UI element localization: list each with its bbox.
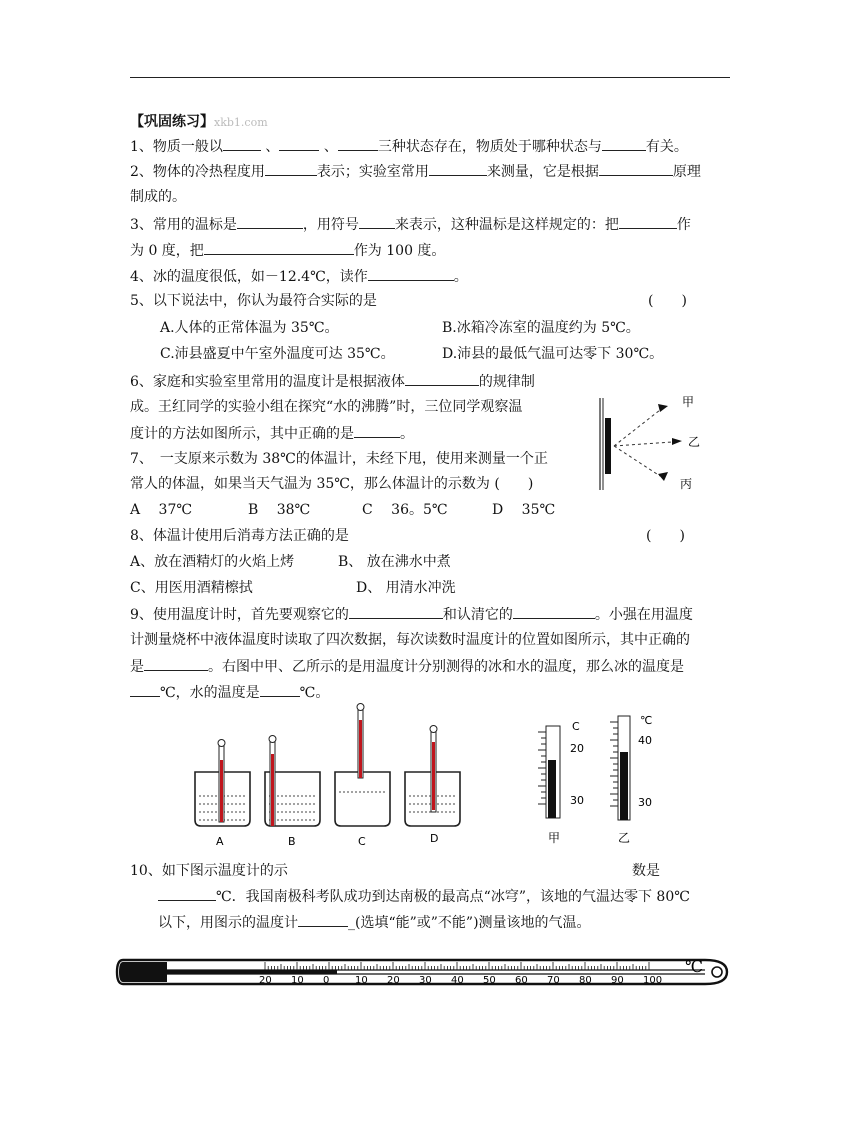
scale-label: 60 — [515, 975, 528, 986]
q10-cont2 — [158, 912, 730, 933]
tick-yi-bottom: 30 — [638, 796, 652, 809]
q7-cont: 常人的体温，如果当天气温为 35℃，那么体温计的示数为 ( ) — [130, 476, 534, 492]
blank — [237, 214, 303, 229]
option-a: A 37℃ — [130, 502, 193, 518]
blank — [298, 912, 348, 927]
tick-yi-top: 40 — [638, 734, 652, 747]
answer-paren: ( ) — [646, 528, 685, 544]
scale-label: 30 — [419, 975, 432, 986]
beaker-d — [405, 726, 460, 846]
q5-stem: 5、以下说法中，你认为最符合实际的是 — [130, 293, 377, 309]
blank — [223, 136, 261, 151]
q5-options-row1 — [160, 318, 760, 338]
q10-text: 10、如下图示温度计的示 — [130, 863, 288, 879]
blank — [144, 656, 208, 671]
question-10 — [130, 861, 730, 881]
blank — [602, 136, 646, 151]
option-b: B.冰箱冷冻室的温度约为 5℃。 — [442, 320, 640, 336]
scale-label: 100 — [643, 975, 663, 986]
tick-jia-top: 20 — [570, 742, 584, 755]
blank — [260, 682, 300, 697]
label-bing: 丙 — [680, 477, 693, 491]
option-c: C 36。5℃ — [362, 502, 448, 518]
q2-text: 2、物体的冷热程度用 — [130, 164, 265, 180]
q8-stem: 8、体温计使用后消毒方法正确的是 — [130, 528, 349, 544]
blank — [338, 136, 378, 151]
option-c: C、用医用酒精檫拭 — [130, 580, 253, 596]
liquid-column — [167, 970, 337, 974]
q1-text: 有关。 — [645, 139, 688, 155]
blank — [429, 161, 487, 176]
unit-label: ℃ — [685, 957, 703, 976]
q2-text: 原理 — [672, 164, 701, 180]
q9-cont3 — [130, 682, 730, 703]
blank — [204, 240, 354, 255]
thermometer-bulb — [119, 962, 167, 982]
blank — [279, 136, 319, 151]
q8-options-row1 — [130, 552, 730, 572]
label-d: D — [430, 832, 439, 845]
option-a: A.人体的正常体温为 35℃。 — [160, 320, 339, 336]
beaker-b — [265, 736, 320, 849]
q3-text: 作 — [676, 217, 691, 233]
q9-text: 。小强在用温度 — [594, 607, 693, 623]
scale-label: 90 — [611, 975, 624, 986]
scale-label: 20 — [259, 975, 272, 986]
section-title: 【巩固练习】 — [130, 114, 214, 130]
watermark: xkb1.com — [214, 116, 268, 129]
scale-label: 80 — [579, 975, 592, 986]
question-3 — [130, 214, 730, 235]
eye-icon — [658, 404, 668, 412]
label-jia: 甲 — [682, 395, 695, 409]
q7-options — [130, 500, 730, 520]
question-4 — [130, 266, 730, 287]
q3-text: 3、常用的温标是 — [130, 217, 237, 233]
q10-text: 以下，用图示的温度计 — [158, 915, 298, 931]
q3-text: 为 0 度，把 — [130, 243, 204, 259]
long-thermometer — [115, 950, 735, 995]
scale-label: 20 — [387, 975, 400, 986]
beaker-a — [195, 740, 250, 849]
label-b: B — [288, 835, 296, 848]
q6-text: 。 — [400, 426, 414, 442]
question-9 — [130, 604, 730, 625]
option-d: D、 用清水冲洗 — [356, 580, 456, 596]
label-yi: 乙 — [618, 831, 631, 845]
q3-text: 来表示，这种温标是这样规定的：把 — [394, 217, 619, 233]
question-2-cont: 制成的。 — [130, 189, 186, 205]
scale-label: 10 — [291, 975, 304, 986]
q10-text: 数是 — [632, 863, 660, 879]
q9-text: 9、使用温度计时，首先要观察它的 — [130, 607, 349, 623]
label-a: A — [216, 835, 224, 848]
tick-jia-bottom: 30 — [570, 794, 584, 807]
q3-text: 作为 100 度。 — [353, 243, 446, 259]
answer-paren: ( ) — [648, 293, 687, 309]
q10-text: ℃．我国南极科考队成功到达南极的最高点“冰穹”，该地的气温达零下 80℃ — [216, 889, 690, 905]
beaker-figure — [190, 702, 470, 852]
q8-options-row2 — [130, 578, 730, 598]
header-rule — [130, 77, 730, 78]
question-2 — [130, 161, 730, 182]
blank — [158, 886, 216, 901]
q3-text: ，用符号 — [302, 217, 359, 233]
q4-text: 4、冰的温度很低，如－12.4℃，读作 — [130, 269, 368, 285]
question-5 — [130, 291, 730, 311]
q10-cont — [158, 886, 730, 907]
q9-text: 是 — [130, 659, 144, 675]
option-d: D.沛县的最低气温可达零下 30℃。 — [442, 346, 664, 362]
question-8 — [130, 526, 730, 546]
section-heading — [130, 112, 730, 133]
blank — [349, 604, 443, 619]
q1-text: 、 — [323, 139, 338, 155]
q1-text: 三种状态存在，物质处于哪种状态与 — [377, 139, 602, 155]
scale-label: 10 — [355, 975, 368, 986]
q9-text: 。右图中甲、乙所示的是用温度计分别测得的冰和水的温度，那么冰的温度是 — [208, 659, 684, 675]
beaker-c — [335, 704, 390, 849]
option-c: C.沛县盛夏中午室外温度可达 35℃。 — [160, 346, 395, 362]
q5-options-row2 — [160, 344, 760, 364]
scale-label: 40 — [451, 975, 464, 986]
blank — [359, 214, 395, 229]
question-7: 7、 一支原来示数为 38℃的体温计，未经下甩，使用来测量一个正 — [130, 451, 548, 467]
blank — [513, 604, 595, 619]
option-b: B、 放在沸水中煮 — [338, 554, 451, 570]
option-a: A、放在酒精灯的火焰上烤 — [130, 554, 295, 570]
scale-label: 70 — [547, 975, 560, 986]
blank — [405, 371, 479, 386]
blank — [599, 161, 673, 176]
ice-water-thermometers — [530, 712, 670, 852]
q9-cont: 计测量烧杯中液体温度时读取了四次数据，每次读数时温度计的位置如图所示，其中正确的 — [130, 632, 690, 648]
label-c: C — [358, 835, 366, 848]
blank — [354, 423, 400, 438]
question-6 — [130, 371, 730, 392]
q9-text: ℃。 — [299, 685, 330, 701]
q10-text: _(选填“能”或”不能”)测量该地的气温。 — [348, 915, 591, 931]
q9-cont2 — [130, 656, 730, 677]
thermometer-jia — [538, 720, 584, 845]
unit-yi: ℃ — [640, 714, 653, 727]
scale-label: 50 — [483, 975, 496, 986]
q9-text: ℃，水的温度是 — [160, 685, 260, 701]
q6-text: 6、家庭和实验室里常用的温度计是根据液体 — [130, 374, 405, 390]
blank — [368, 266, 454, 281]
blank — [619, 214, 677, 229]
option-d: D 35℃ — [492, 502, 556, 518]
scale-label: 0 — [323, 975, 330, 986]
thermometer-yi — [610, 714, 652, 845]
blank — [265, 161, 317, 176]
label-jia: 甲 — [548, 831, 561, 845]
q4-text: 。 — [453, 269, 468, 285]
q6-text: 的规律制 — [478, 374, 535, 390]
unit-jia: C — [572, 720, 580, 733]
q1-text: 1、物质一般以 — [130, 139, 223, 155]
eye-icon — [672, 438, 682, 445]
option-b: B 38℃ — [248, 502, 311, 518]
blank — [130, 682, 160, 697]
q2-text: 表示；实验室常用 — [316, 164, 429, 180]
q9-text: 和认清它的 — [442, 607, 513, 623]
question-1 — [130, 136, 730, 157]
q6-text: 度计的方法如图所示，其中正确的是 — [130, 426, 354, 442]
label-yi: 乙 — [688, 435, 701, 449]
q2-text: 来测量，它是根据 — [486, 164, 599, 180]
q1-text: 、 — [265, 139, 280, 155]
question-3-cont — [130, 240, 730, 261]
q6-cont: 成。王红同学的实验小组在探究“水的沸腾”时，三位同学观察温 — [130, 399, 523, 415]
